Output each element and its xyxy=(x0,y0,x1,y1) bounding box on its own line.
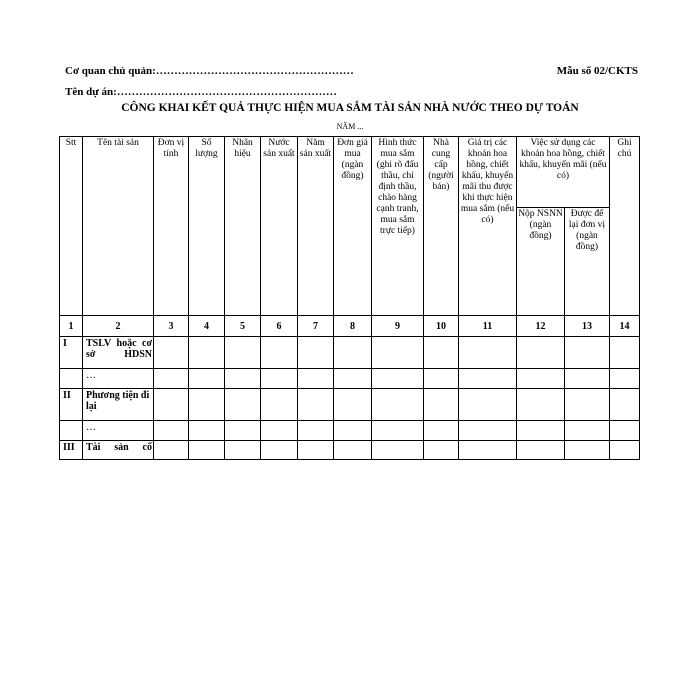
column-number: 4 xyxy=(189,316,225,337)
column-number: 7 xyxy=(298,316,334,337)
row-roman: III xyxy=(60,441,83,460)
table-row xyxy=(60,337,640,369)
agency-label: Cơ quan chủ quản:……………………………………………… xyxy=(65,65,354,77)
row-roman: I xyxy=(60,337,83,369)
col-header-kept-unit: Được để lại đơn vị (ngàn đồng) xyxy=(565,208,610,316)
row-asset-name: Tài sản cố xyxy=(83,441,154,460)
row-asset-name: … xyxy=(83,369,154,389)
procurement-table xyxy=(59,136,640,460)
col-header-asset-name: Tên tài sản xyxy=(83,137,154,316)
form-number: Mẫu số 02/CKTS xyxy=(556,65,638,77)
row-roman: II xyxy=(60,389,83,421)
table-row xyxy=(60,441,640,460)
column-number: 2 xyxy=(83,316,154,337)
col-header-supplier: Nhà cung cấp (người bán) xyxy=(424,137,459,316)
column-number: 14 xyxy=(610,316,640,337)
column-number: 6 xyxy=(261,316,298,337)
column-number: 11 xyxy=(459,316,517,337)
col-header-notes: Ghi chú xyxy=(610,137,640,316)
column-number: 12 xyxy=(517,316,565,337)
year-label: NĂM ... xyxy=(336,122,364,131)
table-row xyxy=(60,421,640,441)
column-number: 10 xyxy=(424,316,459,337)
col-header-unit-price: Đơn giá mua (ngàn đồng) xyxy=(334,137,372,316)
table-row xyxy=(60,389,640,421)
col-header-method: Hình thức mua sắm (ghi rõ đấu thầu, chỉ định thầu, chào hàng cạnh tranh, mua sắm trực tiếp) xyxy=(372,137,424,316)
row-asset-name: TSLV hoặc cơ sở HDSN xyxy=(83,337,154,369)
col-header-paid-budget: Nộp NSNN (ngàn đồng) xyxy=(517,208,565,316)
project-label: Tên dự án:…………………………………………………… xyxy=(65,86,337,98)
column-number: 5 xyxy=(225,316,261,337)
column-number: 8 xyxy=(334,316,372,337)
row-asset-name: … xyxy=(83,421,154,441)
row-roman xyxy=(60,369,83,389)
col-header-unit: Đơn vị tính xyxy=(154,137,189,316)
row-asset-name: Phương tiện đi lại xyxy=(83,389,154,421)
column-number: 9 xyxy=(372,316,424,337)
column-number: 3 xyxy=(154,316,189,337)
col-header-quantity: Số lượng xyxy=(189,137,225,316)
col-header-stt: Stt xyxy=(60,137,83,316)
column-number: 13 xyxy=(565,316,610,337)
col-header-brand: Nhãn hiệu xyxy=(225,137,261,316)
col-header-country: Nước sản xuất xyxy=(261,137,298,316)
column-number: 1 xyxy=(60,316,83,337)
col-header-year-made: Năm sản xuất xyxy=(298,137,334,316)
col-header-commission-value: Giá trị các khoản hoa hồng, chiết khấu, khuyến mãi thu được khi thực hiện mua sắm (nếu có) xyxy=(459,137,517,316)
col-header-commission-use: Việc sử dụng các khoản hoa hồng, chiết khấu, khuyến mãi (nếu có) xyxy=(517,137,610,208)
row-roman xyxy=(60,421,83,441)
document-title: CÔNG KHAI KẾT QUẢ THỰC HIỆN MUA SẮM TÀI SẢN NHÀ NƯỚC THEO DỰ TOÁN xyxy=(121,102,579,114)
table-row xyxy=(60,369,640,389)
